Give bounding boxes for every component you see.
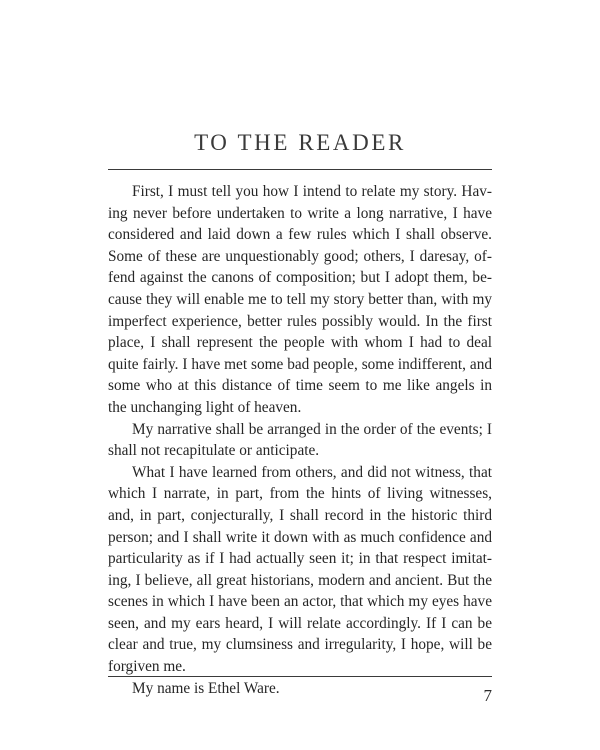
title-rule	[108, 169, 492, 170]
paragraph: My name is Ethel Ware.	[132, 679, 280, 697]
footer-rule	[108, 676, 492, 677]
paragraph: My narrative shall be arranged in the order of the events; I shall not recapitulate or anticipate.	[108, 420, 492, 460]
paragraph: First, I must tell you how I intend to relate my story. Having never before undertaken to write a long narrative, I have considered and laid down a few rules which I shall observe. Some of these are unquestionably good; others, I daresay, offend against the canons of composition; but I adopt them, because they will enable me to tell my story better than, with my imperfect experience, better rules possibly would. In the first place, I shall represent the people with whom I had to deal quite fairly. I have met some bad people, some indifferent, and some who at this distance of time seem to me like angels in the unchanging light of heaven.	[108, 183, 492, 416]
paragraph: What I have learned from others, and did not witness, that which I narrate, in part, from the hints of living witnesses, and, in part, conjecturally, I shall record in the historic third person; and I shall write it down with as much confidence and particularity as if I had actually seen it; in that respect imitating, I believe, all great historians, modern and ancient. But the scenes in which I have been an actor, that which my eyes have seen, and my ears heard, I will relate accordingly. If I can be clear and true, my clumsiness and irregularity, I hope, will be forgiven me.	[108, 463, 492, 676]
chapter-body	[108, 181, 492, 699]
page-number: 7	[483, 686, 492, 705]
chapter-title: TO THE READER	[194, 130, 406, 155]
